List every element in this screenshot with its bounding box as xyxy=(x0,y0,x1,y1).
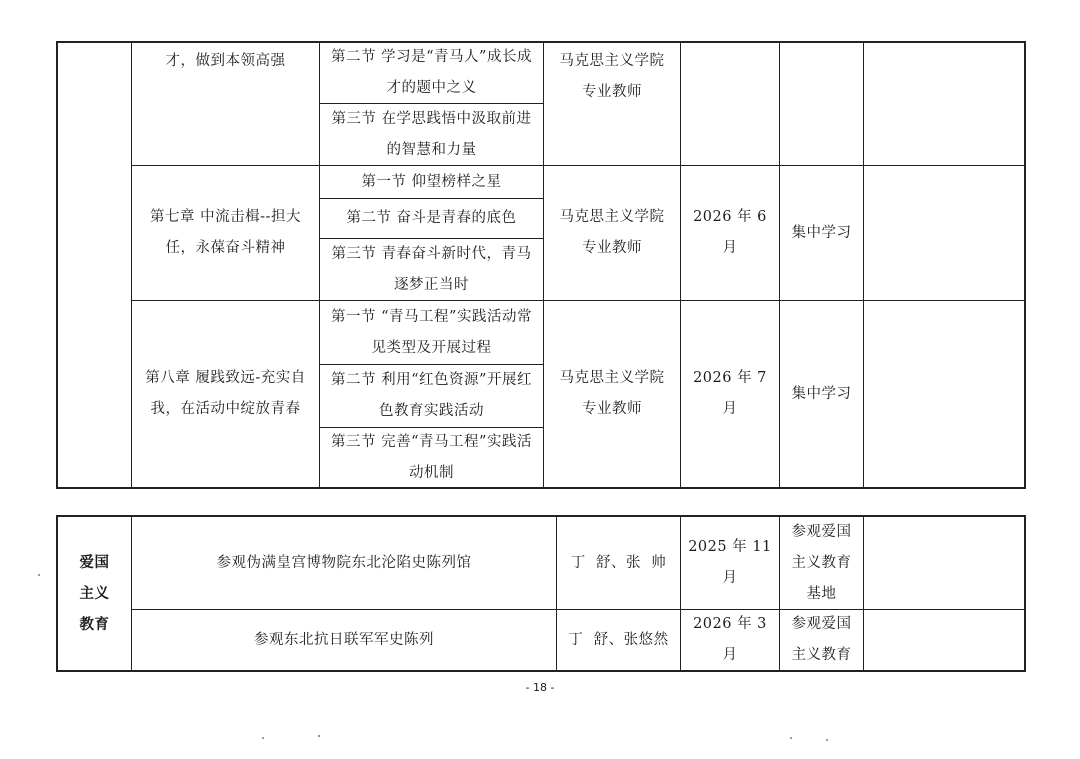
time-cell xyxy=(681,301,779,487)
teacher-text: 马克思主义学院专业教师 xyxy=(559,370,665,417)
section-text: 第一节 仰望榜样之星 xyxy=(361,173,502,190)
content-cell xyxy=(132,610,556,670)
mode-cell xyxy=(780,610,863,670)
chapter-text: 才，做到本领高强 xyxy=(165,53,286,69)
category-cell xyxy=(58,517,131,670)
scan-speck xyxy=(38,574,40,576)
chapter-cell xyxy=(132,43,319,165)
section-cell xyxy=(320,301,543,364)
chapter-text: 第八章 履践致远-充实自我，在活动中绽放青春 xyxy=(145,370,306,417)
people-cell xyxy=(557,517,680,609)
section-cell xyxy=(320,199,543,238)
content-cell xyxy=(132,517,556,609)
section-text: 第三节 在学思践悟中汲取前进的智慧和力量 xyxy=(331,110,532,158)
section-text: 第二节 学习是“青马人”成长成才的题中之义 xyxy=(331,49,532,96)
content-text: 参观东北抗日联军军史陈列 xyxy=(254,631,434,648)
scan-speck xyxy=(826,739,828,741)
teacher-text: 马克思主义学院专业教师 xyxy=(559,53,665,100)
time-text: 2026 年 6 月 xyxy=(693,209,767,256)
content-text: 参观伪满皇宫博物院东北沦陷史陈列馆 xyxy=(216,554,472,571)
mode-text: 集中学习 xyxy=(791,385,852,402)
time-text: 2025 年 11 月 xyxy=(688,539,772,586)
scan-speck xyxy=(262,737,264,739)
page-number: - 18 - xyxy=(525,681,555,694)
time-text: 2026 年 3 月 xyxy=(693,616,767,663)
section-cell xyxy=(320,428,543,487)
section-cell xyxy=(320,166,543,198)
teacher-cell xyxy=(544,43,680,165)
people-text: 丁 舒、张悠然 xyxy=(568,631,669,648)
teacher-cell xyxy=(544,301,680,487)
mode-text: 集中学习 xyxy=(791,224,852,241)
people-cell xyxy=(557,610,680,670)
people-text: 丁 舒、张 帅 xyxy=(570,554,667,571)
time-cell xyxy=(681,517,779,609)
time-cell xyxy=(681,610,779,670)
section-text: 第三节 完善“青马工程”实践活动机制 xyxy=(331,433,532,481)
time-text: 2026 年 7 月 xyxy=(693,370,767,417)
mode-cell xyxy=(780,517,863,609)
section-cell xyxy=(320,43,543,103)
scan-speck xyxy=(790,737,792,739)
chapter-cell xyxy=(132,166,319,300)
section-text: 第三节 青春奋斗新时代，青马逐梦正当时 xyxy=(331,245,532,293)
section-cell xyxy=(320,239,543,300)
mode-text: 参观爱国主义教育 xyxy=(791,616,852,663)
teacher-cell xyxy=(544,166,680,300)
chapter-text: 第七章 中流击楫--担大任，永葆奋斗精神 xyxy=(150,209,301,256)
time-cell xyxy=(681,166,779,300)
section-cell xyxy=(320,365,543,427)
section-text: 第二节 奋斗是青春的底色 xyxy=(346,210,517,226)
mode-cell xyxy=(780,301,863,487)
scan-speck xyxy=(318,735,320,737)
teacher-text: 马克思主义学院专业教师 xyxy=(559,209,665,256)
chapter-cell xyxy=(132,301,319,487)
section-text: 第二节 利用“红色资源”开展红色教育实践活动 xyxy=(331,372,532,419)
section-text: 第一节 “青马工程”实践活动常见类型及开展过程 xyxy=(331,308,532,356)
mode-text: 参观爱国主义教育基地 xyxy=(791,523,852,602)
category-text: 爱国主义教育 xyxy=(79,554,110,633)
mode-cell xyxy=(780,166,863,300)
section-cell xyxy=(320,104,543,165)
